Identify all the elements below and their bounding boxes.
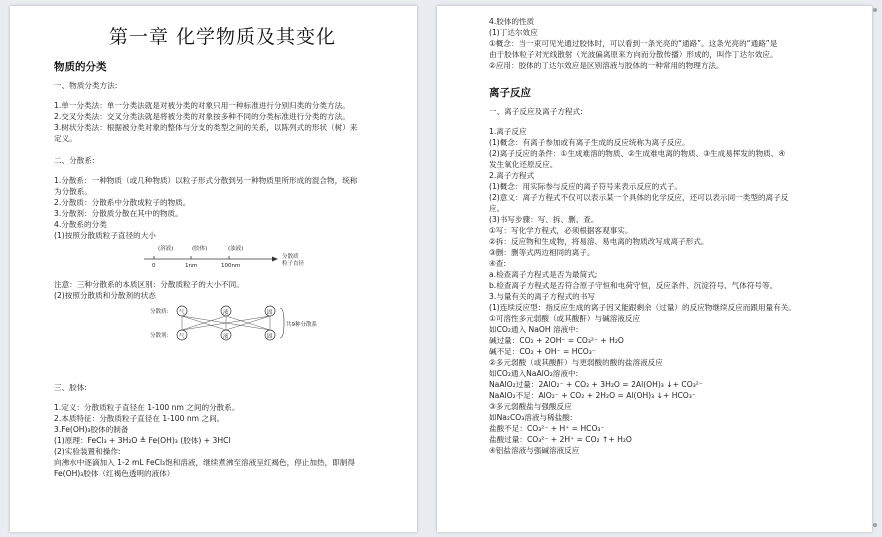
tick-0: 0 xyxy=(152,263,156,269)
label-suspension: (浊液) xyxy=(228,246,244,252)
text-line: (2)实验装置和操作: xyxy=(54,447,121,456)
text-line: 盐酸过量：CO₃²⁻ + 2H⁺ = CO₂ ↑+ H₂O xyxy=(489,435,632,444)
text-line: 3.与量有关的离子方程式的书写 xyxy=(489,292,595,301)
state-gas-top: 气 xyxy=(179,310,185,316)
text-line: ①概念：当一束可见光通过胶体时，可以看到一条光亮的“通路”。这条光亮的“通路”是 xyxy=(489,39,778,48)
text-line: (1)概念：用实际参与反应的离子符号来表示反应的式子。 xyxy=(489,182,683,191)
text-line: NaAlO₂过量：2AlO₂⁻ + CO₂ + 3H₂O = 2Al(OH)₃ ↓+ CO₃²⁻ xyxy=(489,380,703,389)
text-line: 如CO₂通入NaAlO₂溶液中: xyxy=(489,369,579,378)
label-dispersant-state: 分散剂: xyxy=(150,333,169,339)
text-line: ①写：写化学方程式，必须根据客观事实。 xyxy=(489,226,633,235)
text-line: (1)原理：FeCl₃ + 3H₂O ≜ Fe(OH)₃ (胶体) + 3HCl xyxy=(54,436,231,445)
text-line: 1.单一分类法：单一分类法就是对被分类的对象只用一种标准进行分别归类的分类方法。 xyxy=(54,101,350,110)
text-line: ①可溶性多元弱酸（或其酸酐）与碱溶液反应 xyxy=(489,314,641,323)
text-line: 3.分散剂：分散质分散在其中的物质。 xyxy=(54,209,183,218)
text-line: ③删：删等式两边相同的离子。 xyxy=(489,248,595,257)
text-line: (1)概念：有离子参加或有离子生成的反应统称为离子反应。 xyxy=(489,138,690,147)
state-solid-bottom: 固 xyxy=(267,334,273,340)
subheading-ionic-equation: 一、离子反应及离子方程式: xyxy=(489,107,583,116)
text-line: 应。 xyxy=(489,204,505,213)
label-particle-diameter: 粒子直径 xyxy=(282,261,305,267)
chapter-title: 第一章 化学物质及其变化 xyxy=(108,26,337,48)
text-line: 2.本质特征：分散质粒子直径在 1-100 nm 之间。 xyxy=(54,414,225,423)
state-solid-top: 固 xyxy=(267,310,273,316)
text-line: ②拆：反应物和生成物，将易溶、易电离的物质改写成离子形式。 xyxy=(489,237,709,246)
text-line: ③多元弱酸盐与强酸反应 xyxy=(489,402,572,411)
state-liquid-bottom: 液 xyxy=(223,334,229,340)
state-gas-bottom: 气 xyxy=(179,334,185,340)
text-line: 1.分散系：一种物质（或几种物质）以粒子形式分散到另一种物质里所形成的混合物，统称 xyxy=(54,176,358,185)
text-line: 盐酸不足：CO₃²⁻ + H⁺ = HCO₃⁻ xyxy=(489,424,605,433)
text-line: 4.胶体的性质 xyxy=(489,17,535,26)
text-line: 2.交叉分类法：交叉分类法就是将被分类的对象按多种不同的分类标准进行分类的方法。 xyxy=(54,112,350,121)
section-heading-classification: 物质的分类 xyxy=(54,61,107,73)
text-line: (1)连续反应型：指反应生成的离子因又能跟剩余（过量）的反应物继续反应而跟用量有关。 xyxy=(489,303,796,312)
text-line: 1.定义：分散质粒子直径在 1-100 nm 之间的分散系。 xyxy=(54,403,240,412)
text-line: (1)丁达尔效应 xyxy=(489,28,538,37)
page-right-content xyxy=(489,16,836,456)
text-line: NaAlO₂不足：AlO₂⁻ + CO₂ + 2H₂O = Al(OH)₃ ↓+ HCO₃⁻ xyxy=(489,391,696,400)
text-line: 发生氧化还原反应。 xyxy=(489,160,558,169)
text-line: ④查: xyxy=(489,259,506,268)
text-line: (2)按照分散质和分散剂的状态 xyxy=(54,291,156,300)
label-dispersed-phase: 分散质 xyxy=(282,254,299,260)
document-page-left xyxy=(10,6,417,532)
text-line: 如CO₂通入 NaOH 溶液中: xyxy=(489,325,579,334)
particle-size-diagram xyxy=(54,243,391,275)
text-line: 为分散系。 xyxy=(54,187,92,196)
text-line: ②多元弱酸（或其酸酐）与更弱酸的酸的盐溶液反应 xyxy=(489,358,663,367)
scroll-indicator-bottom[interactable] xyxy=(873,523,877,527)
text-line: (2)意义：离子方程式不仅可以表示某一个具体的化学反应，还可以表示同一类型的离子反 xyxy=(489,193,789,202)
tick-1nm: 1nm xyxy=(185,263,198,269)
text-line: a.检查离子方程式是否为最简式; xyxy=(489,270,598,279)
text-line: 碱不足：CO₂ + OH⁻ = HCO₃⁻ xyxy=(489,347,596,356)
text-line: (3)书写步骤：写、拆、删、查。 xyxy=(489,215,599,224)
text-line: ②应用：胶体的丁达尔效应是区别溶液与胶体的一种常用的物理方法。 xyxy=(489,61,724,70)
state-liquid-top: 液 xyxy=(223,310,229,316)
text-line: 碱过量：CO₂ + 2OH⁻ = CO₃²⁻ + H₂O xyxy=(489,336,624,345)
label-colloid: (胶体) xyxy=(192,246,208,252)
text-line: 3.树状分类法：根据被分类对象的整体与分支的类型之间的关系，以陈列式的形状（树）来 xyxy=(54,123,358,132)
text-line: 定义。 xyxy=(54,134,77,143)
text-line: (2)离子反应的条件：①生成难溶的物质、②生成难电离的物质、③生成易挥发的物质、④ xyxy=(489,149,786,158)
document-page-right xyxy=(437,6,872,532)
text-line: 1.离子反应 xyxy=(489,127,527,136)
text-line: b.检查离子方程式是否符合原子守恒和电荷守恒，反应条件、沉淀符号、气体符号等。 xyxy=(489,281,778,290)
label-nine-systems: 共9种分散系 xyxy=(286,322,317,328)
text-line: 2.分散质：分散系中分散成粒子的物质。 xyxy=(54,198,191,207)
dispersion-state-diagram xyxy=(54,304,391,342)
text-line: 2.离子方程式 xyxy=(489,171,535,180)
tick-100nm: 100nm xyxy=(221,263,241,269)
text-line: 向沸水中逐滴加入 1-2 mL FeCl₃饱和溶液，继续煮沸至溶液呈红褐色，停止加热，即制得 xyxy=(54,458,355,467)
subheading-dispersion-system: 二、分散系: xyxy=(54,156,95,165)
text-line: (1)按照分散质粒子直径的大小 xyxy=(54,231,156,240)
text-line: ④铝盐溶液与强碱溶液反应 xyxy=(489,446,580,455)
text-line: 由于胶体粒子对光线散射（光波偏离原来方向而分散传播）形成的，叫作丁达尔效应。 xyxy=(489,50,778,59)
scroll-indicator-top[interactable] xyxy=(873,8,877,12)
section-heading-ionic-reaction: 离子反应 xyxy=(489,87,531,99)
subheading-colloid: 三、胶体: xyxy=(54,383,87,392)
text-line: 3.Fe(OH)₃胶体的制备 xyxy=(54,425,129,434)
text-line: Fe(OH)₃胶体（红褐色透明的液体） xyxy=(54,469,175,478)
ionic-reaction-lines xyxy=(489,126,836,456)
label-solution: (溶液) xyxy=(158,246,174,252)
dispersion-state-graphic xyxy=(174,304,294,342)
text-line: 4.分散系的分类 xyxy=(54,220,107,229)
text-line: 注意：三种分散系的本质区别：分散质粒子的大小不同。 xyxy=(54,280,244,289)
subheading-classification-methods: 一、物质分类方法: xyxy=(54,81,118,90)
label-dispersed-phase-state: 分散质: xyxy=(150,309,169,315)
page-left-content xyxy=(54,22,391,479)
text-line: 如Na₂CO₃溶液与稀盐酸: xyxy=(489,413,573,422)
